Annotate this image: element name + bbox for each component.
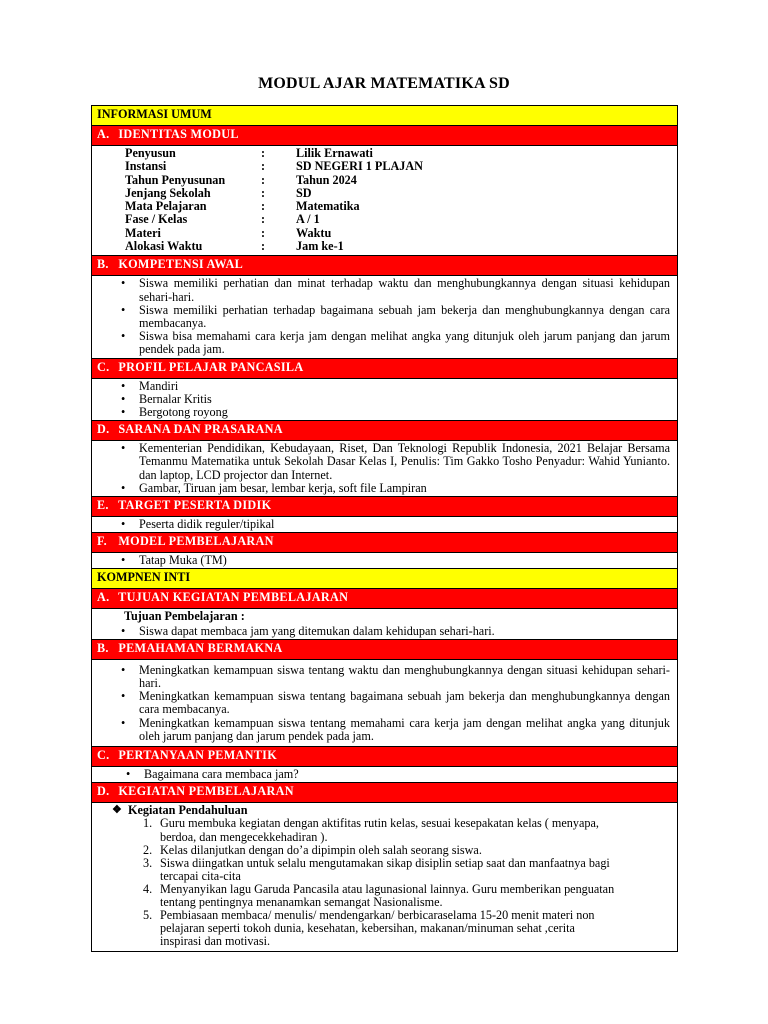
sarana-list [92, 441, 677, 496]
identitas-value: Jam ke-1 [296, 239, 344, 254]
step-text: Pembiasaan membaca/ menulis/ mendengarkan/ berbicaraselama 15-20 menit materi non pelajaran seperti tokoh dunia, kesehatan, kebersihan, makanan/minuman sehat ,cerita inspirasi dan motivasi. [160, 908, 595, 949]
list-item: • Mandiri [139, 380, 670, 393]
list-item: • Bergotong royong [139, 406, 670, 419]
identitas-row [92, 187, 423, 200]
identitas-colon: : [261, 225, 266, 240]
identitas-colon: : [261, 159, 266, 174]
sarana-header [92, 421, 678, 441]
section-label: MODEL PEMBELAJARAN [118, 534, 274, 549]
section-letter: A. [97, 127, 110, 141]
list-item: • Peserta didik reguler/tipikal [139, 518, 670, 531]
kegiatan-step [143, 881, 617, 910]
identitas-colon: : [261, 212, 266, 227]
section-letter: E. [97, 498, 109, 513]
model-header [92, 533, 678, 553]
section-letter: D. [97, 422, 110, 437]
target-list [92, 517, 677, 532]
pemahaman-body [92, 659, 678, 746]
tujuan-subheading: Tujuan Pembelajaran : [124, 609, 245, 624]
list-item: • Kementerian Pendidikan, Kebudayaan, Riset, Dan Teknologi Republik Indonesia, 2021 Belajar Bersama Temanmu Matematika untuk Sekolah Dasar Kelas I, Penulis: Tim Gakko Tosho Penyadur: Wahid Yunianto. dan laptop, LCD projector dan Internet. [139, 442, 670, 482]
identitas-row [92, 174, 423, 187]
identitas-row [92, 227, 423, 240]
list-item: • Siswa memiliki perhatian dan minat terhadap waktu dan menghubungkannya dengan situasi kehidupan sehari-hari. [139, 277, 670, 303]
step-number: 5. [143, 908, 153, 923]
identitas-row [92, 240, 423, 253]
kegiatan-pendahuluan-label: Kegiatan Pendahuluan [128, 803, 248, 818]
tujuan-header [92, 589, 678, 609]
module-table [91, 105, 678, 952]
pemahaman-list [92, 660, 677, 746]
kegiatan-body [92, 803, 678, 952]
section-label: KOMPETENSI AWAL [118, 257, 244, 272]
kompetensi-list [92, 276, 677, 357]
identitas-colon: : [261, 146, 266, 160]
section-label: IDENTITAS MODUL [118, 127, 239, 141]
kegiatan-step [143, 908, 617, 949]
step-text: Kelas dilanjutkan dengan do’a dipimpin oleh salah seorang siswa. [160, 842, 482, 857]
sarana-body [92, 441, 678, 497]
kegiatan-pendahuluan-heading [92, 803, 677, 817]
identitas-header [92, 126, 678, 146]
identitas-table [92, 147, 423, 253]
section-letter: C. [97, 748, 110, 763]
identitas-colon: : [261, 185, 266, 200]
section-label: TUJUAN KEGIATAN PEMBELAJARAN [118, 590, 349, 605]
identitas-key: Jenjang Sekolah [125, 185, 211, 200]
identitas-value: A / 1 [296, 212, 320, 227]
step-number: 3. [143, 855, 153, 870]
komponen-inti-header: KOMPNEN INTI [92, 569, 678, 589]
profil-header [92, 358, 678, 378]
pertanyaan-header [92, 747, 678, 767]
pertanyaan-body [92, 767, 678, 783]
target-body [92, 517, 678, 533]
identitas-key: Penyusun [125, 146, 176, 160]
section-label: SARANA DAN PRASARANA [118, 422, 283, 437]
kompetensi-body [92, 276, 678, 358]
kegiatan-header [92, 783, 678, 803]
section-label: TARGET PESERTA DIDIK [118, 498, 272, 513]
section-letter: B. [97, 257, 109, 272]
identitas-row [92, 213, 423, 226]
identitas-row [92, 160, 423, 173]
list-item: • Bagaimana cara membaca jam? [144, 768, 670, 781]
identitas-key: Materi [125, 225, 161, 240]
list-item: • Gambar, Tiruan jam besar, lembar kerja, soft file Lampiran [139, 482, 670, 495]
identitas-key: Instansi [125, 159, 167, 174]
kegiatan-steps-list [92, 817, 677, 951]
model-body [92, 553, 678, 569]
list-item: • Siswa dapat membaca jam yang ditemukan dalam kehidupan sehari-hari. [139, 625, 670, 638]
tujuan-body [92, 609, 678, 639]
list-item: • Meningkatkan kemampuan siswa tentang memahami cara kerja jam dengan melihat angka yang ditunjuk oleh jarum panjang dan jarum pendek pada jam. [139, 717, 670, 743]
target-header [92, 497, 678, 517]
section-label: PEMAHAMAN BERMAKNA [118, 640, 283, 655]
step-number: 4. [143, 881, 153, 896]
step-number: 2. [143, 842, 153, 857]
profil-list [92, 379, 677, 421]
kegiatan-step [143, 855, 617, 883]
identitas-value: Matematika [296, 199, 360, 214]
list-item: • Siswa memiliki perhatian terhadap bagaimana sebuah jam bekerja dan menghubungkannya dengan cara membacanya. [139, 304, 670, 330]
model-list [92, 553, 677, 568]
identitas-value: Tahun 2024 [296, 172, 357, 187]
identitas-key: Fase / Kelas [125, 212, 188, 227]
document-title: MODUL AJAR MATEMATIKA SD [258, 75, 510, 92]
identitas-value: SD [296, 185, 312, 200]
list-item: • Meningkatkan kemampuan siswa tentang waktu dan menghubungkannya dengan situasi kehidupan sehari-hari. [139, 664, 670, 690]
kegiatan-step [143, 816, 617, 844]
list-item: • Tatap Muka (TM) [139, 554, 670, 567]
identitas-row [92, 200, 423, 213]
step-text: Menyanyikan lagu Garuda Pancasila atau lagunasional lainnya. Guru memberikan penguatan tentang pentingnya menanamkan semangat Nasionalisme. [160, 881, 615, 910]
identitas-value: Lilik Ernawati [296, 146, 373, 160]
kompetensi-header [92, 256, 678, 276]
profil-body [92, 378, 678, 421]
step-number: 1. [143, 816, 153, 831]
identitas-value: Waktu [296, 225, 332, 240]
pertanyaan-list [92, 767, 677, 782]
diamond-bullet-icon: ❖ [112, 804, 122, 817]
informasi-umum-header: INFORMASI UMUM [92, 106, 678, 126]
list-item: • Bernalar Kritis [139, 393, 670, 406]
step-text: Siswa diingatkan untuk selalu mengutamakan sikap disiplin setiap saat dan manfaatnya bagi tercapai cita-cita [160, 855, 610, 883]
section-label: KEGIATAN PEMBELAJARAN [118, 784, 294, 799]
section-label: PROFIL PELAJAR PANCASILA [118, 359, 304, 374]
pemahaman-header [92, 639, 678, 659]
identitas-value: SD NEGERI 1 PLAJAN [296, 159, 423, 174]
section-letter: F. [97, 534, 107, 549]
section-letter: B. [97, 640, 109, 655]
identitas-colon: : [261, 172, 266, 187]
identitas-key: Tahun Penyusunan [125, 172, 226, 187]
step-text: Guru membuka kegiatan dengan aktifitas rutin kelas, sesuai kesepakatan kelas ( menyapa, berdoa, dan mengecekkehadiran ). [160, 816, 599, 844]
section-letter: A. [97, 590, 110, 605]
identitas-colon: : [261, 199, 266, 214]
list-item: • Meningkatkan kemampuan siswa tentang bagaimana sebuah jam bekerja dan menghubungkannya dengan cara membacanya. [139, 690, 670, 716]
section-label: PERTANYAAN PEMANTIK [118, 748, 277, 763]
identitas-row [92, 147, 423, 160]
section-letter: D. [97, 784, 110, 799]
identitas-colon: : [261, 239, 266, 254]
identitas-key: Mata Pelajaran [125, 199, 207, 214]
section-letter: C. [97, 359, 110, 374]
tujuan-list [92, 624, 677, 639]
identitas-key: Alokasi Waktu [125, 239, 203, 254]
identitas-body [92, 146, 678, 256]
list-item: • Siswa bisa memahami cara kerja jam dengan melihat angka yang ditunjuk oleh jarum panjang dan jarum pendek pada jam. [139, 330, 670, 356]
